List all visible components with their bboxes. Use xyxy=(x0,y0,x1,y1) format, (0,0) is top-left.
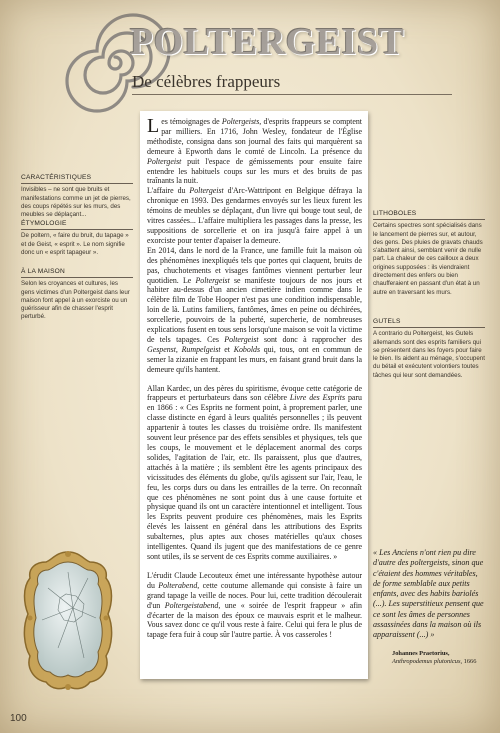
sidebar-heading: À LA MAISON xyxy=(21,268,133,278)
sidebar-lithoboles xyxy=(373,210,485,297)
quote-attribution xyxy=(392,650,492,666)
sidebar-heading: CARACTÉRISTIQUES xyxy=(21,174,133,184)
title-divider xyxy=(132,94,452,95)
article-paragraph: L'affaire du Poltergeist d'Arc-Wattripont en Belgique défraya la chronique en 1993. Des gendarmes envoyés sur les lieux furent les témoins de meubles se déplaçant, d'un livre qui bouge tout seul, de vitres cassées... L'affaire multipliera les passages dans la presse, les suppositions de sorcellerie et on ira jusqu'à faire appel à un exorciste pour tenter d'apaiser la demeure. xyxy=(147,186,362,245)
sidebar-body: A contrario du Poltergeist, les Gutels allemands sont des esprits familiers qui se présentent dans les foyers pour faire le bien. Ils aident au ménage, s'occupent du bétail et exécutent volontiers toutes tâches qui leur sont demandées. xyxy=(373,330,485,379)
sidebar-caracteristiques xyxy=(21,174,133,219)
page-title: POLTERGEIST xyxy=(130,21,405,63)
page-number: 100 xyxy=(10,713,27,724)
article-paragraph: L'érudit Claude Lecouteux émet une intéressante hypothèse autour du Polterabend, cette coutume allemande qui consiste à faire un grand tapage la veille de noces. Pour lui, cette tradition découlerait d'un Poltergeistabend, une « soirée de l'esprit frappeur » afin d'écarter de la maison des époux ce mauvais esprit et le malheur. Vous savez donc ce qu'il vous reste à faire. Celui qui fera le plus de tapage fera fuir à coup sûr l'autre partie. À vos casseroles ! xyxy=(147,570,362,640)
sidebar-a-la-maison xyxy=(21,268,133,322)
cracked-mirror-illustration xyxy=(18,548,118,693)
sidebar-heading: LITHOBOLES xyxy=(373,210,485,220)
sidebar-gutels xyxy=(373,318,485,380)
article-paragraph: En 2014, dans le nord de la France, une famille fuit la maison où des phénomènes inexpliqués tels que portes qui claquent, bruits de pas, chuchotements et visages fantômes viennent perturber leur quotidien. Le Poltergeist se manifeste toujours de nos jours et habiter au-dessus d'un ancien cimetière indien comme dans le célèbre film de Tobe Hooper n'est pas une condition indispensable, loin de là. Lutins familiers, fantômes, âmes en peine ou déchirées, sorcellerie, pouvoirs de la puberté, supercherie, de nombreuses explications fusent en tous sens lorsqu'une maison se voit la victime de tels tapages. Ces Poltergeist sont donc à rapprocher des Gespenst, Rumpelgeist et Kobolds qui, tous, ont en commun de semer la zizanie en frappant les murs, en faisant grand bruit dans la demeure qu'ils hantent. xyxy=(147,245,363,374)
quote-author: Johannes Praetorius, xyxy=(392,650,450,657)
quote-work: Anthropodemus plutonicus xyxy=(392,658,461,665)
sidebar-body: Selon les croyances et cultures, les gens victimes d'un Poltergeist dans leur maison font appel à un exorciste ou un guérisseur afin de chasser l'esprit perturbé. xyxy=(21,280,130,321)
sidebar-heading: ÉTYMOLOGIE xyxy=(21,220,133,230)
page-subtitle: De célèbres frappeurs xyxy=(132,72,281,91)
main-article xyxy=(140,111,368,679)
sidebar-body: Invisibles – ne sont que bruits et manifestations comme un jet de pierres, des coups répétés sur les murs, des meubles se déplaçant... xyxy=(21,186,131,219)
sidebar-heading: GUTELS xyxy=(373,318,485,328)
quote-year: , 1666 xyxy=(460,658,477,665)
article-paragraph: Allan Kardec, un des pères du spiritisme, évoque cette catégorie de frappeurs et perturbateurs dans son célèbre Livre des Esprits paru en 1866 : « Ces Esprits ne forment point, à proprement parler, une classe distincte en égard à leurs qualités personnelles ; ils peuvent appartenir à toutes les classes du troisième ordre. Ils manifestent souvent leur présence par des effets sensibles et physiques, tels que les coups, le mouvement et le déplacement anormal des corps solides, l'agitation de l'air, etc. Ils paraissent, plus que d'autres, attachés à la matière ; ils semblent être les agents principaux des vicissitudes des éléments du globe, qu'ils agissent sur l'air, l'eau, le feu, les corps durs ou dans les entrailles de la terre. On reconnaît que ces phénomènes ne sont point dus à une cause fortuite et physique quand ils ont un caractère intentionnel et intelligent. Tous les Esprits peuvent produire ces phénomènes, mais les Esprits élevés les laissent en général dans les attributions des Esprits subalternes, plus aptes aux choses matérielles qu'aux choses intelligentes. Quand ils jugent que des manifestations de ce genre sont utiles, ils se servent de ces Esprits comme auxiliaires. » xyxy=(147,383,362,561)
sidebar-etymologie xyxy=(21,220,133,257)
drop-cap: L xyxy=(147,115,160,137)
sidebar-body: Certains spectres sont spécialisés dans le lancement de pierres sur, et autour, des gens. Des pluies de gravats chauds s'abattent ainsi, semblant venir de nulle part. La chaleur de ces cailloux a deux origines supposées : ils viendraient directement des enfers ou bien chaufferaient en passant d'un état à un autre en traversant les murs. xyxy=(373,222,483,296)
pull-quote: « Les Anciens n'ont rien pu dire d'autre des poltergeists, sinon que c'étaient des hommes véritables, de forme semblable aux petits enfants, avec des habits bariolés (...). Les superstitieux pensent que ce sont les âmes de personnes assassinées dans la maison où ils apparaissent (...) » xyxy=(373,548,484,640)
sidebar-body: De poltern, « faire du bruit, du tapage » et de Geist, « esprit ». Le nom signifie donc un « esprit tapageur ». xyxy=(21,232,129,256)
article-paragraph: Les témoignages de Poltergeists, d'esprits frappeurs se comptent par milliers. En 1716, John Wesley, fondateur de l'Église méthodiste, consigna dans son journal des faits qui marquèrent sa demeure à Epworth dans le comté de Lincoln. La présence du Poltergeist puit l'espace de gémissements pour ensuite faire entendre les habituels coups sur les murs et des bruits de pas traînants la nuit. xyxy=(147,115,362,186)
